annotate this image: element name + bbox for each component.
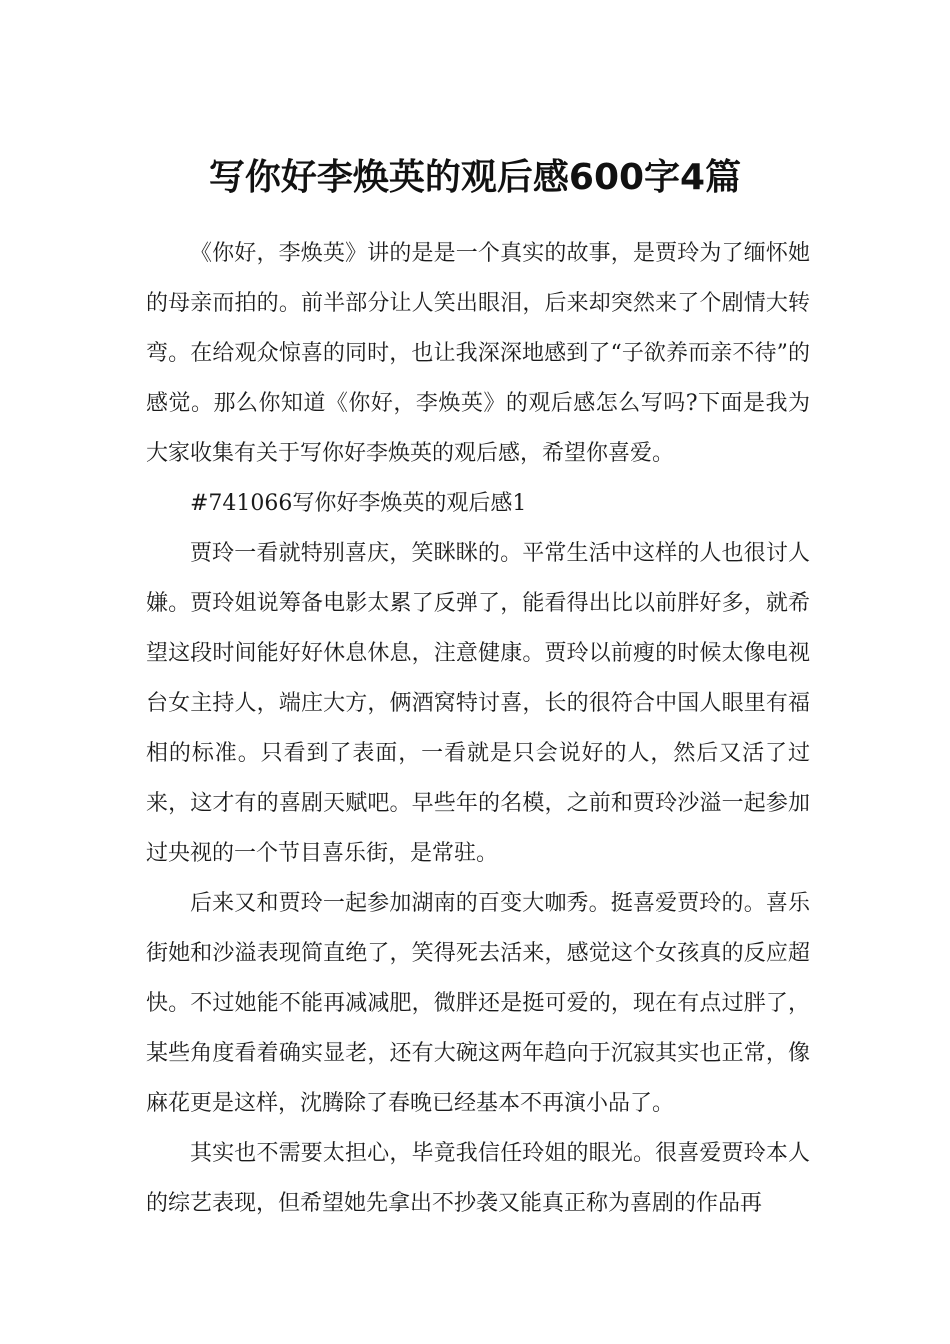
section-heading: #741066写你好李焕英的观后感1 — [190, 491, 527, 516]
paragraph-intro: 《你好，李焕英》讲的是是一个真实的故事，是贾玲为了缅怀她的母亲而拍的。前半部分让人笑出眼泪，后来却突然来了个剧情大转弯。在给观众惊喜的同时，也让我深深地感到了“子欲养而亲不待”的感觉。那么你知道《你好，李焕英》的观后感怎么写吗?下面是我为大家收集有关于写你好李焕英的观后感，希望你喜爱。 — [146, 241, 810, 466]
paragraph: 其实也不需要太担心，毕竟我信任玲姐的眼光。很喜爱贾玲本人的综艺表现，但希望她先拿出不抄袭又能真正称为喜剧的作品再 — [146, 1141, 810, 1216]
paragraph: 后来又和贾玲一起参加湖南的百变大咖秀。挺喜爱贾玲的。喜乐街她和沙溢表现简直绝了，笑得死去活来，感觉这个女孩真的反应超快。不过她能不能再减减肥，微胖还是挺可爱的，现在有点过胖了，某些角度看着确实显老，还有大碗这两年趋向于沉寂其实也正常，像麻花更是这样，沈腾除了春晚已经基本不再演小品了。 — [146, 891, 810, 1116]
document-title: 写你好李焕英的观后感600字4篇 — [208, 157, 742, 199]
paragraph: 贾玲一看就特别喜庆，笑眯眯的。平常生活中这样的人也很讨人嫌。贾玲姐说筹备电影太累了反弹了，能看得出比以前胖好多，就希望这段时间能好好休息休息，注意健康。贾玲以前瘦的时候太像电视台女主持人，端庄大方，俩酒窝特讨喜，长的很符合中国人眼里有福相的标准。只看到了表面，一看就是只会说好的人，然后又活了过来，这才有的喜剧天赋吧。早些年的名模，之前和贾玲沙溢一起参加过央视的一个节目喜乐街，是常驻。 — [146, 541, 810, 866]
document-body — [146, 229, 810, 1229]
